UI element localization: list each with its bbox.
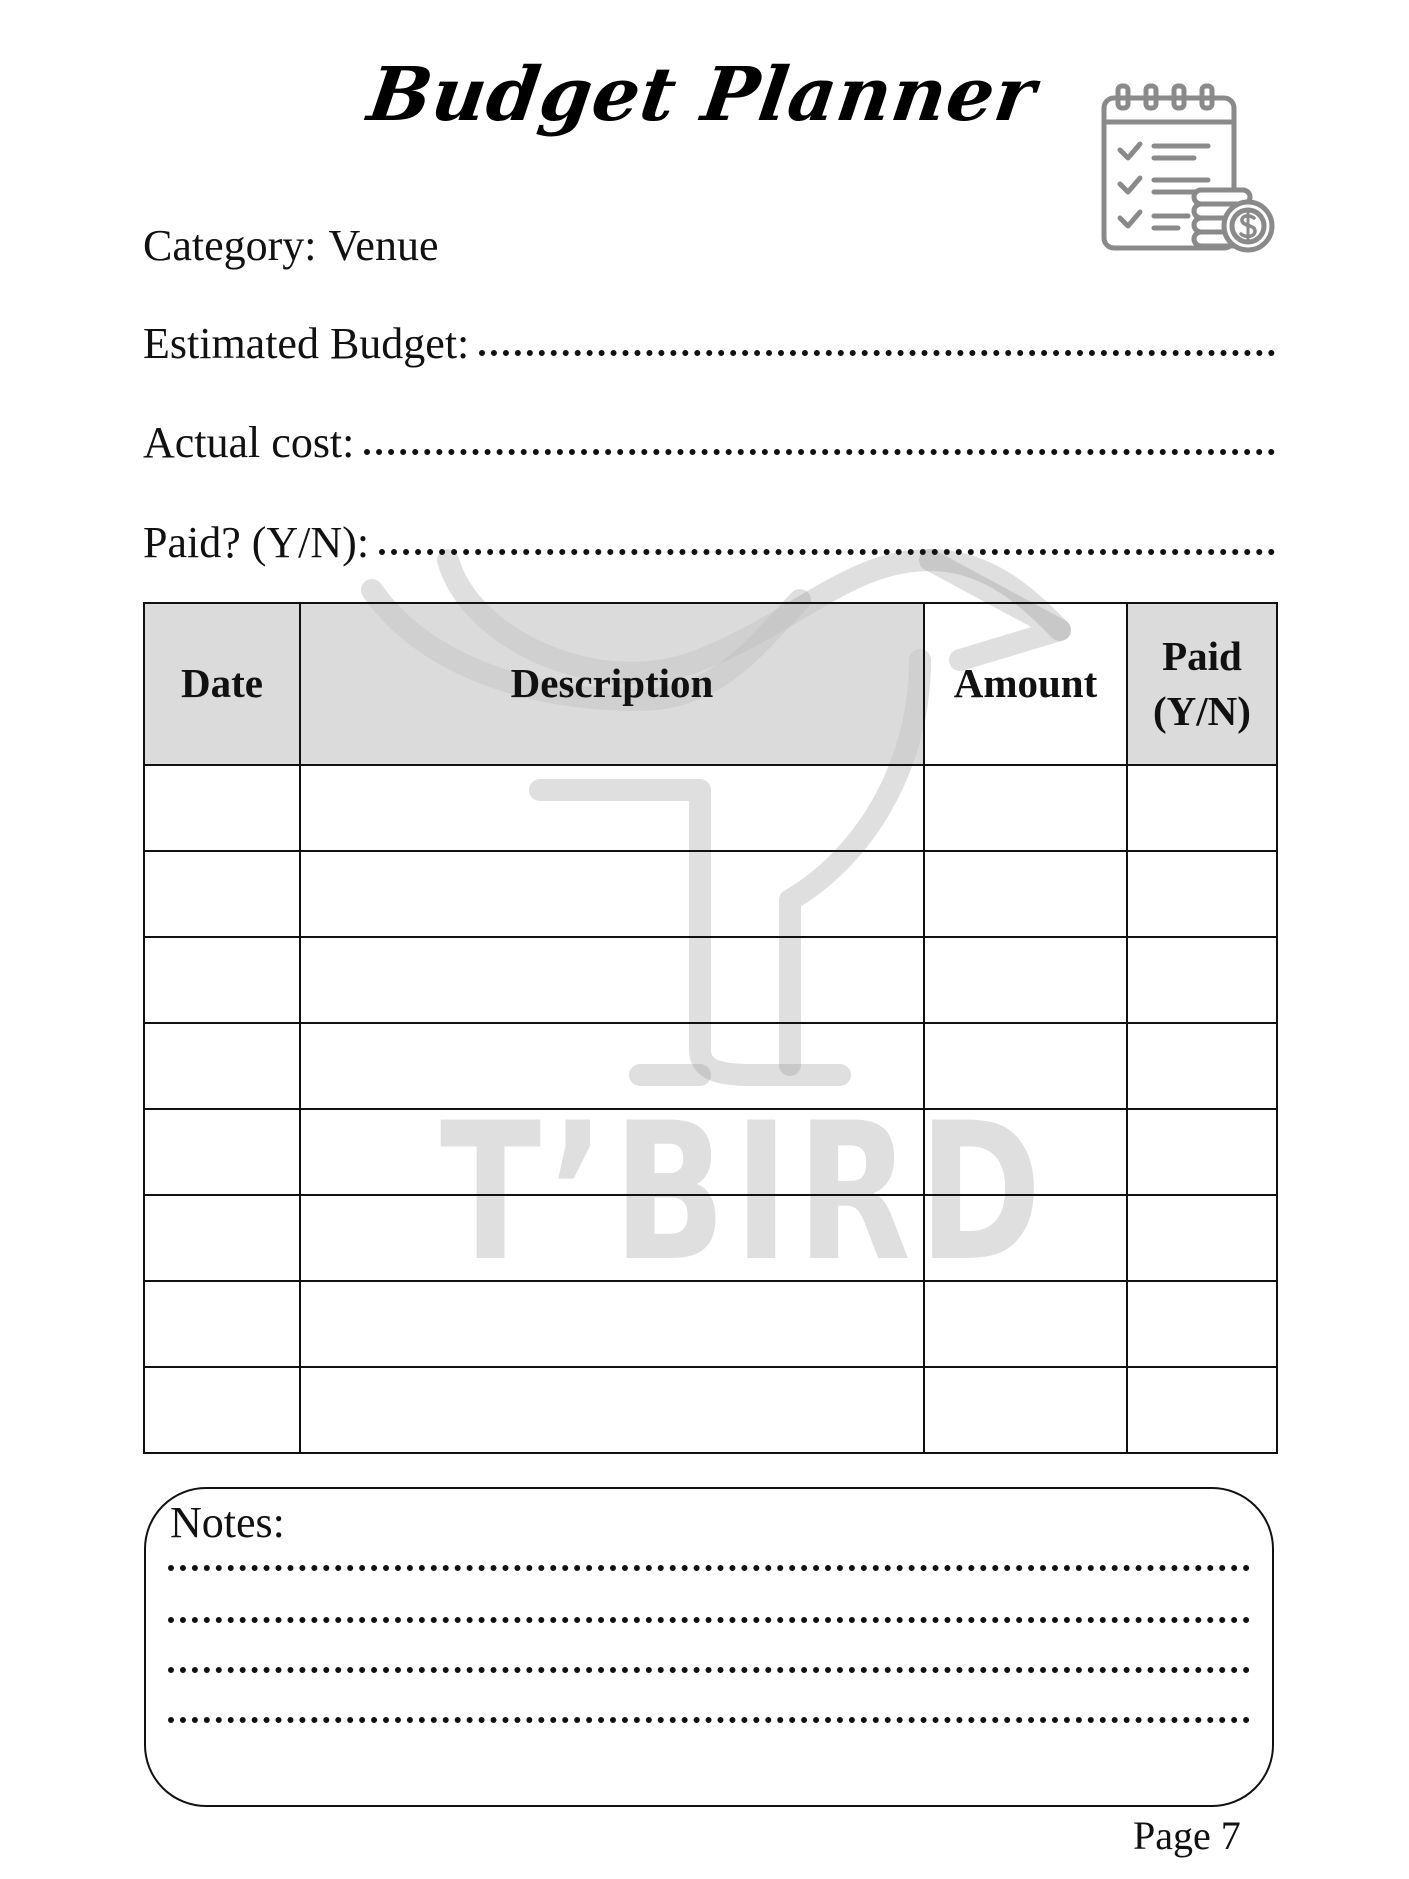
column-header-date: Date (144, 603, 300, 765)
table-row (144, 765, 1277, 851)
notes-line[interactable] (168, 1565, 1250, 1571)
notes-line[interactable] (168, 1667, 1250, 1673)
actual-cost-label: Actual cost: (143, 418, 355, 467)
column-header-amount: Amount (924, 603, 1127, 765)
description-cell[interactable] (300, 937, 924, 1023)
table-row (144, 937, 1277, 1023)
paid-cell[interactable] (1127, 851, 1277, 937)
watermark-text: T’BIRD (440, 1082, 1050, 1303)
table-row (144, 851, 1277, 937)
category-value: Venue (328, 221, 439, 270)
paid-cell[interactable] (1127, 765, 1277, 851)
date-cell[interactable] (144, 1195, 300, 1281)
table-row (144, 1109, 1277, 1195)
table-row (144, 1023, 1277, 1109)
notes-line[interactable] (168, 1617, 1250, 1623)
date-cell[interactable] (144, 1367, 300, 1453)
paid-cell[interactable] (1127, 1109, 1277, 1195)
budget-table (143, 602, 1278, 1454)
table-header-row (144, 603, 1277, 765)
paid-field (143, 517, 1275, 568)
description-cell[interactable] (300, 765, 924, 851)
table-body (144, 765, 1277, 1453)
amount-cell[interactable] (924, 1367, 1127, 1453)
amount-cell[interactable] (924, 851, 1127, 937)
category-field (143, 220, 1275, 271)
description-cell[interactable] (300, 1367, 924, 1453)
estimated-budget-field (143, 318, 1275, 369)
date-cell[interactable] (144, 1023, 300, 1109)
paid-fill-line (379, 549, 1275, 555)
paid-cell[interactable] (1127, 1195, 1277, 1281)
column-header-paid-text: Paid (Y/N) (1153, 632, 1251, 734)
amount-cell[interactable] (924, 1023, 1127, 1109)
amount-cell[interactable] (924, 1109, 1127, 1195)
paid-label: Paid? (Y/N): (143, 518, 370, 567)
page-number: Page 7 (1133, 1813, 1241, 1858)
paid-cell[interactable] (1127, 1023, 1277, 1109)
description-cell[interactable] (300, 1195, 924, 1281)
amount-cell[interactable] (924, 1195, 1127, 1281)
amount-cell[interactable] (924, 765, 1127, 851)
column-header-paid (1127, 603, 1277, 765)
paid-cell[interactable] (1127, 1281, 1277, 1367)
estimated-budget-fill-line (479, 350, 1275, 356)
actual-cost-field (143, 417, 1275, 468)
actual-cost-fill-line (364, 449, 1275, 455)
date-cell[interactable] (144, 1109, 300, 1195)
amount-cell[interactable] (924, 937, 1127, 1023)
page-title: Budget Planner (363, 52, 1042, 138)
amount-cell[interactable] (924, 1281, 1127, 1367)
notes-label: Notes: (170, 1498, 285, 1547)
description-cell[interactable] (300, 1281, 924, 1367)
estimated-budget-label: Estimated Budget: (143, 319, 470, 368)
paid-cell[interactable] (1127, 937, 1277, 1023)
paid-cell[interactable] (1127, 1367, 1277, 1453)
table-row (144, 1195, 1277, 1281)
description-cell[interactable] (300, 1109, 924, 1195)
date-cell[interactable] (144, 851, 300, 937)
category-label: Category: (143, 221, 317, 270)
column-header-description: Description (300, 603, 924, 765)
notes-line[interactable] (168, 1717, 1250, 1723)
description-cell[interactable] (300, 851, 924, 937)
notes-box (144, 1487, 1274, 1807)
description-cell[interactable] (300, 1023, 924, 1109)
table-row (144, 1367, 1277, 1453)
date-cell[interactable] (144, 937, 300, 1023)
date-cell[interactable] (144, 765, 300, 851)
date-cell[interactable] (144, 1281, 300, 1367)
table-row (144, 1281, 1277, 1367)
